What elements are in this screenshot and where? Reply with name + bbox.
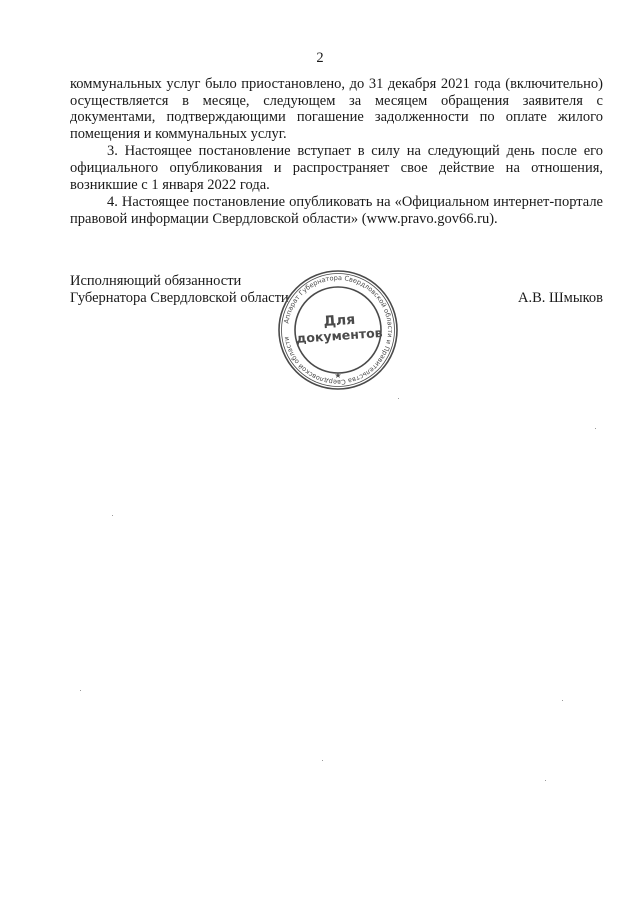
stamp-graphic xyxy=(276,268,400,392)
scan-speck xyxy=(398,398,399,399)
paragraph-3: 3. Настоящее постановление вступает в силу на следующий день после его официального опубликования и распространяет свое действие на отношения, возникшие с 1 января 2022 года. xyxy=(70,143,603,193)
document-body xyxy=(70,76,603,227)
signer-title-line-1: Исполняющий обязанности xyxy=(70,273,242,289)
scan-speck xyxy=(545,780,546,781)
signer-title-line-2: Губернатора Свердловской области xyxy=(70,290,289,306)
official-stamp xyxy=(276,268,400,392)
stamp-center-line-1: Для xyxy=(322,311,356,330)
stamp-ring-text: Аппарат Губернатора Свердловской области и Правительства Свердловской области xyxy=(282,273,395,387)
page-number: 2 xyxy=(316,50,324,66)
scan-speck xyxy=(80,690,81,691)
scan-speck xyxy=(562,700,563,701)
scan-speck xyxy=(322,760,323,761)
paragraph-4: 4. Настоящее постановление опубликовать на «Официальном интернет-портале правовой информации Свердловской области» (www.pravo.gov66.ru). xyxy=(70,194,603,227)
paragraph-continuation: коммунальных услуг было приостановлено, до 31 декабря 2021 года (включительно) осуществляется в месяце, следующем за месяцем обращения заявителя с документами, подтверждающими погашение задолженности по оплате жилого помещения и коммунальных услуг. xyxy=(70,76,603,142)
stamp-center-line-2: документов xyxy=(295,324,383,346)
scan-speck xyxy=(112,515,113,516)
signer-title xyxy=(70,273,289,307)
scan-speck xyxy=(595,428,596,429)
signer-name: А.В. Шмыков xyxy=(518,290,603,306)
stamp-star-icon: ★ xyxy=(334,371,342,380)
